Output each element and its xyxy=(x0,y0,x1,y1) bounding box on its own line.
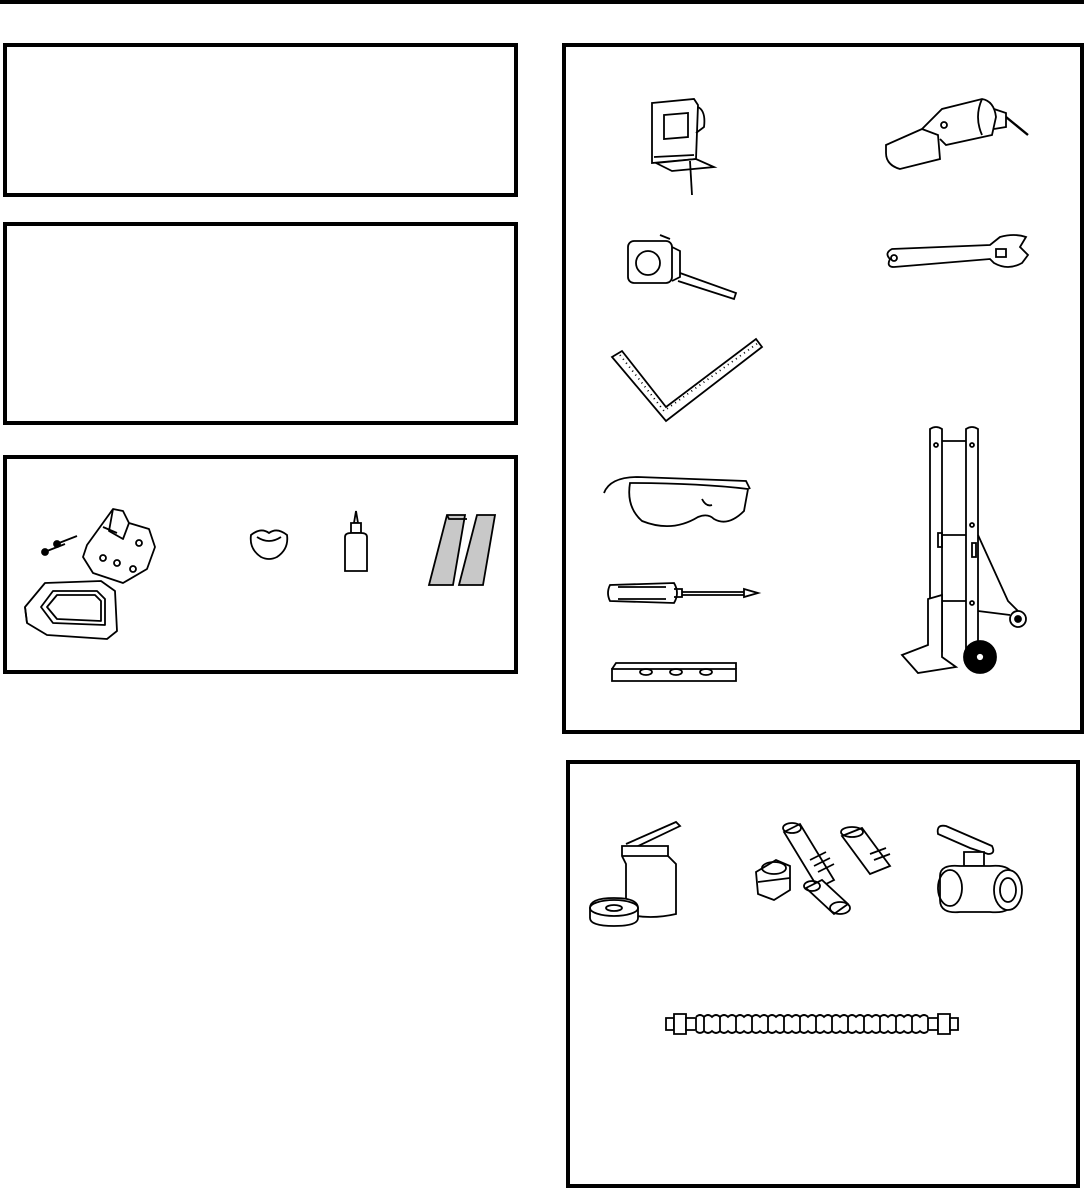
hand-truck-icon xyxy=(898,425,1038,681)
flexible-gas-connector-icon xyxy=(664,1008,960,1040)
level-icon xyxy=(610,659,738,685)
notice-box-2 xyxy=(3,222,518,425)
carpenter-square-icon xyxy=(610,337,766,429)
jigsaw-icon xyxy=(636,97,716,197)
gas-shutoff-valve-icon xyxy=(930,820,1026,916)
top-rule xyxy=(0,0,1084,4)
pipe-compound-and-tape-icon xyxy=(586,820,690,928)
supplies-box xyxy=(566,760,1080,1188)
tape-measure-icon xyxy=(622,233,746,307)
power-drill-icon xyxy=(882,95,1032,175)
tools-box xyxy=(562,43,1084,734)
lubricant-bottle-icon xyxy=(341,509,371,575)
phillips-screwdriver-icon xyxy=(604,575,760,611)
pipe-nipples-and-fittings-icon xyxy=(750,820,900,916)
adjustable-wrench-icon xyxy=(882,233,1032,283)
notice-box-1 xyxy=(3,43,518,197)
anti-tip-bracket-kit-icon xyxy=(17,503,167,653)
safety-glasses-icon xyxy=(602,463,754,535)
leveling-pads-icon xyxy=(425,511,507,589)
parts-box xyxy=(3,455,518,674)
pipe-elbow-icon xyxy=(247,525,291,561)
